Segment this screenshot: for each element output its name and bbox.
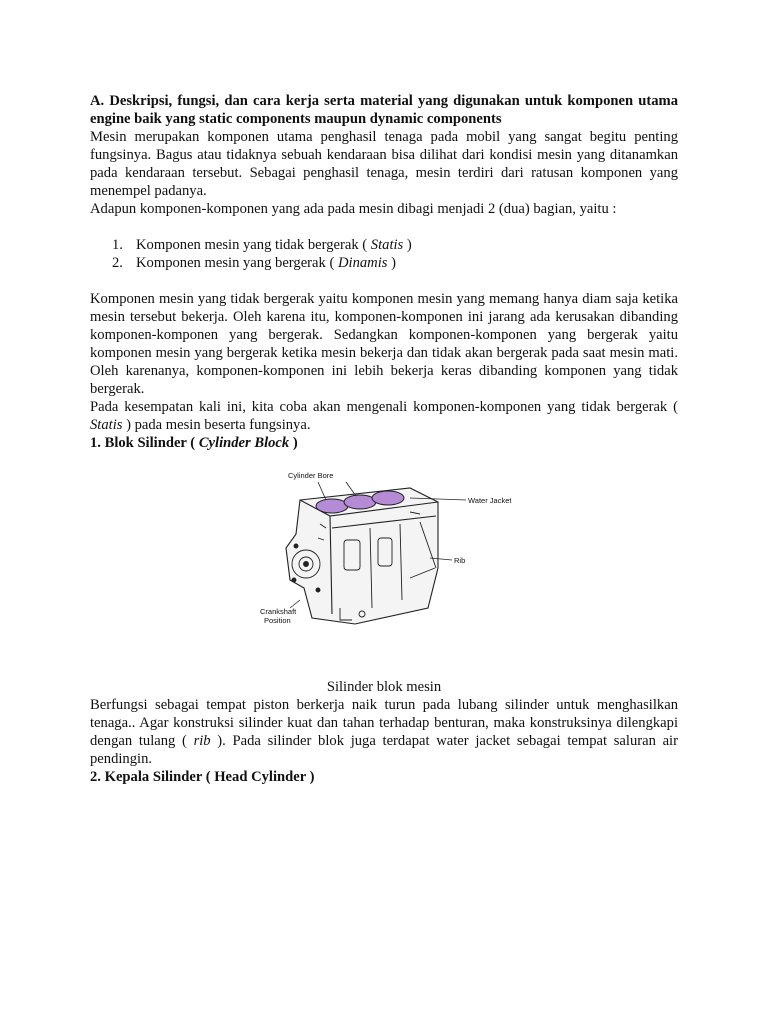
figure-caption: Silinder blok mesin — [326, 679, 442, 695]
label-cylinder-bore: Cylinder Bore — [288, 471, 334, 480]
text-run: Berfungsi sebagai tempat piston berkerja naik turun pada lubang silinder untuk menghasilkan tenaga.. Agar konstruksi silinder kuat dan tahan terhadap benturan, maka konstruksinya dilengkapi dengan tulang ( — [90, 697, 678, 749]
paragraph-division: Adapun komponen-komponen yang ada pada mesin dibagi menjadi 2 (dua) bagian, yaitu : — [90, 201, 617, 217]
cylinder-block-figure — [90, 468, 678, 668]
text-emphasis: Cylinder Block — [198, 435, 290, 451]
label-position: Position — [264, 616, 291, 625]
label-water-jacket: Water Jacket — [468, 496, 512, 505]
paragraph-static-intro — [90, 398, 678, 434]
text-run: ) pada mesin beserta fungsinya. — [122, 417, 311, 433]
list-emphasis: Statis — [370, 237, 404, 253]
section-1-heading — [90, 434, 678, 452]
list-emphasis: Dinamis — [337, 255, 388, 271]
section-a-heading: A. Deskripsi, fungsi, dan cara kerja serta material yang digunakan untuk komponen utama engine baik yang static components maupun dynamic components — [90, 93, 678, 127]
text-run: ). Pada silinder blok juga terdapat water jacket sebagai tempat saluran air pendingin. — [90, 733, 678, 767]
text-emphasis: Statis — [90, 417, 123, 433]
list-number: 1. — [112, 237, 123, 253]
text-run: ) — [289, 435, 298, 451]
paragraph-intro: Mesin merupakan komponen utama penghasil tenaga pada mobil yang sangat begitu penting fungsinya. Bagus atau tidaknya sebuah kendaraan bisa dilihat dari kondisi mesin yang ditanamkan pada kendaraan tersebut. Sebagai penghasil tenaga, mesin terdiri dari ratusan komponen yang menempel padanya. — [90, 129, 678, 199]
text-run: Pada kesempatan kali ini, kita coba akan mengenali komponen-komponen yang tidak bergerak ( — [90, 399, 678, 415]
list-text-end: ) — [403, 237, 412, 253]
label-rib: Rib — [454, 556, 466, 565]
label-crankshaft: Crankshaft — [260, 607, 297, 616]
component-type-list — [90, 236, 678, 272]
text-run: 1. Blok Silinder ( — [90, 435, 199, 451]
cylinder-block-illustration — [260, 468, 530, 638]
paragraph-static-vs-dynamic: Komponen mesin yang tidak bergerak yaitu komponen mesin yang memang hanya diam saja ketika mesin tersebut bekerja. Oleh karena itu, komponen-komponen ini jarang ada kerusakan dibanding komponen-komponen yang bergerak. Sedangkan komponen-komponen yang bergerak yaitu komponen mesin yang bergerak ketika mesin bekerja dan tidak akan bergerak pada saat mesin mati. Oleh karenanya, komponen-komponen ini lebih bekerja keras dibanding komponen yang tidak bergerak. — [90, 291, 678, 397]
list-item — [90, 236, 678, 254]
text-emphasis: rib — [193, 733, 211, 749]
list-text: Komponen mesin yang tidak bergerak ( — [136, 237, 371, 253]
list-item — [90, 254, 678, 272]
list-number: 2. — [112, 255, 123, 271]
section-2-heading: 2. Kepala Silinder ( Head Cylinder ) — [90, 769, 315, 785]
paragraph-cylinder-block-function — [90, 696, 678, 768]
document-content — [90, 92, 678, 786]
list-text: Komponen mesin yang bergerak ( — [136, 255, 338, 271]
list-text-end: ) — [387, 255, 396, 271]
